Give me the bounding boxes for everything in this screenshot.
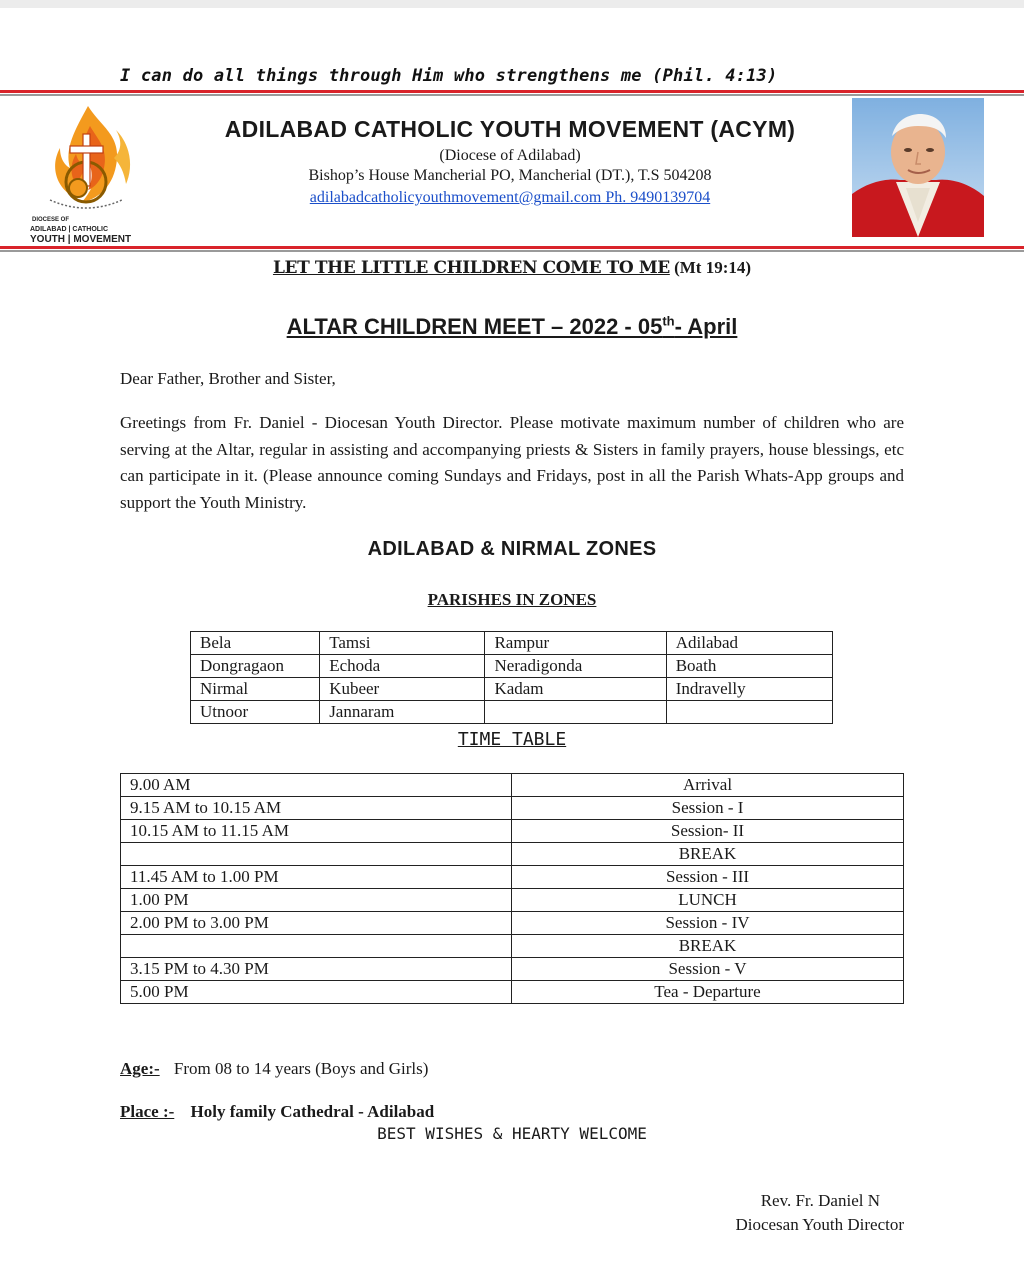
parish-cell: Rampur [485,632,666,655]
place-detail [120,1102,434,1122]
activity-cell: BREAK [512,935,904,958]
organization-diocese: (Diocese of Adilabad) [439,147,581,164]
parish-cell: Nirmal [191,678,320,701]
parishes-heading-text: PARISHES IN ZONES [427,590,597,609]
logo-line-2: ADILABAD | CATHOLIC [30,226,109,233]
signature-title: Diocesan Youth Director [735,1215,904,1234]
letter-body: Greetings from Fr. Daniel - Diocesan Youth Director. Please motivate maximum number of children who are serving at the Altar, regular in assisting and accompanying priests & Sisters in family prayers, house blessings, etc can participate in it. (Please announce coming Sundays and Fridays, post in all the Parish Whats-App groups and support the Youth Ministry. [120,413,904,512]
time-cell: 3.15 PM to 4.30 PM [121,958,512,981]
parishes-heading [150,590,874,610]
activity-cell: Session - III [512,866,904,889]
organization-contact-link[interactable]: adilabadcatholicyouthmovement@gmail.com Ph. 9490139704 [309,189,711,206]
time-table [120,773,904,1004]
table-row [121,774,904,797]
scripture-text: LET THE LITTLE CHILDREN COME TO ME [272,258,670,278]
logo-text [30,216,146,245]
table-row [121,958,904,981]
best-wishes: BEST WISHES & HEARTY WELCOME [377,1124,647,1143]
pope-portrait-icon [852,98,984,237]
table-row [121,889,904,912]
flame-cross-logo-icon [30,100,146,216]
time-cell: 9.15 AM to 10.15 AM [121,797,512,820]
event-title [150,314,874,340]
parish-cell [666,701,832,724]
parish-cell [485,701,666,724]
parish-cell: Bela [191,632,320,655]
time-cell: 9.00 AM [121,774,512,797]
parish-cell: Neradigonda [485,655,666,678]
time-cell: 10.15 AM to 11.15 AM [121,820,512,843]
event-title-main: ALTAR CHILDREN MEET – 2022 - 05 [286,314,663,340]
parish-cell: Kadam [485,678,666,701]
parish-cell: Adilabad [666,632,832,655]
time-cell: 11.45 AM to 1.00 PM [121,866,512,889]
header-top-red-rule [0,90,1024,93]
activity-cell: Session- II [512,820,904,843]
time-cell: 2.00 PM to 3.00 PM [121,912,512,935]
parish-cell: Echoda [320,655,485,678]
parish-cell: Utnoor [191,701,320,724]
parish-cell: Kubeer [320,678,485,701]
scripture-quote [150,258,874,278]
parish-cell: Indravelly [666,678,832,701]
table-row [121,912,904,935]
table-row [121,797,904,820]
age-label: Age:- [120,1059,160,1078]
time-cell: 1.00 PM [121,889,512,912]
organization-title: ADILABAD CATHOLIC YOUTH MOVEMENT (ACYM) [224,116,796,142]
zones-heading: ADILABAD & NIRMAL ZONES [367,538,657,560]
table-row [121,935,904,958]
event-title-sup: th [662,314,675,329]
header-bottom-grey-rule [0,250,1024,252]
activity-cell: LUNCH [512,889,904,912]
activity-cell: Session - IV [512,912,904,935]
organization-address: Bishop’s House Mancherial PO, Mancherial (DT.), T.S 504208 [308,167,712,184]
table-row [191,655,833,678]
place-value: Holy family Cathedral - Adilabad [190,1102,435,1121]
header-top-grey-rule [0,94,1024,96]
scripture-reference: (Mt 19:14) [674,258,752,277]
table-row [121,820,904,843]
logo-line-1: DIOCESE OF [32,217,70,223]
place-label: Place :- [120,1102,175,1121]
time-cell [121,935,512,958]
logo-line-3: YOUTH | MOVEMENT [30,234,132,245]
acym-logo [30,100,146,245]
table-row [121,866,904,889]
page-top-strip [0,0,1024,8]
table-row [191,632,833,655]
table-row [191,678,833,701]
table-row [191,701,833,724]
time-cell: 5.00 PM [121,981,512,1004]
event-title-end: - April [674,314,738,340]
age-value: From 08 to 14 years (Boys and Girls) [173,1059,429,1078]
activity-cell: Tea - Departure [512,981,904,1004]
table-row [121,843,904,866]
table-row [121,981,904,1004]
age-detail [120,1059,428,1079]
activity-cell: Session - V [512,958,904,981]
activity-cell: Arrival [512,774,904,797]
header-bottom-red-rule [0,246,1024,249]
parish-cell: Tamsi [320,632,485,655]
activity-cell: BREAK [512,843,904,866]
parish-cell: Jannaram [320,701,485,724]
timetable-heading-text: TIME TABLE [457,729,567,750]
parish-cell: Boath [666,655,832,678]
parish-table [190,631,833,724]
letter-salutation: Dear Father, Brother and Sister, [120,369,336,388]
parish-cell: Dongragaon [191,655,320,678]
signature-name: Rev. Fr. Daniel N [760,1191,880,1210]
header-verse: I can do all things through Him who strengthens me (Phil. 4:13) [120,66,778,86]
timetable-heading [150,729,874,750]
activity-cell: Session - I [512,797,904,820]
time-cell [121,843,512,866]
